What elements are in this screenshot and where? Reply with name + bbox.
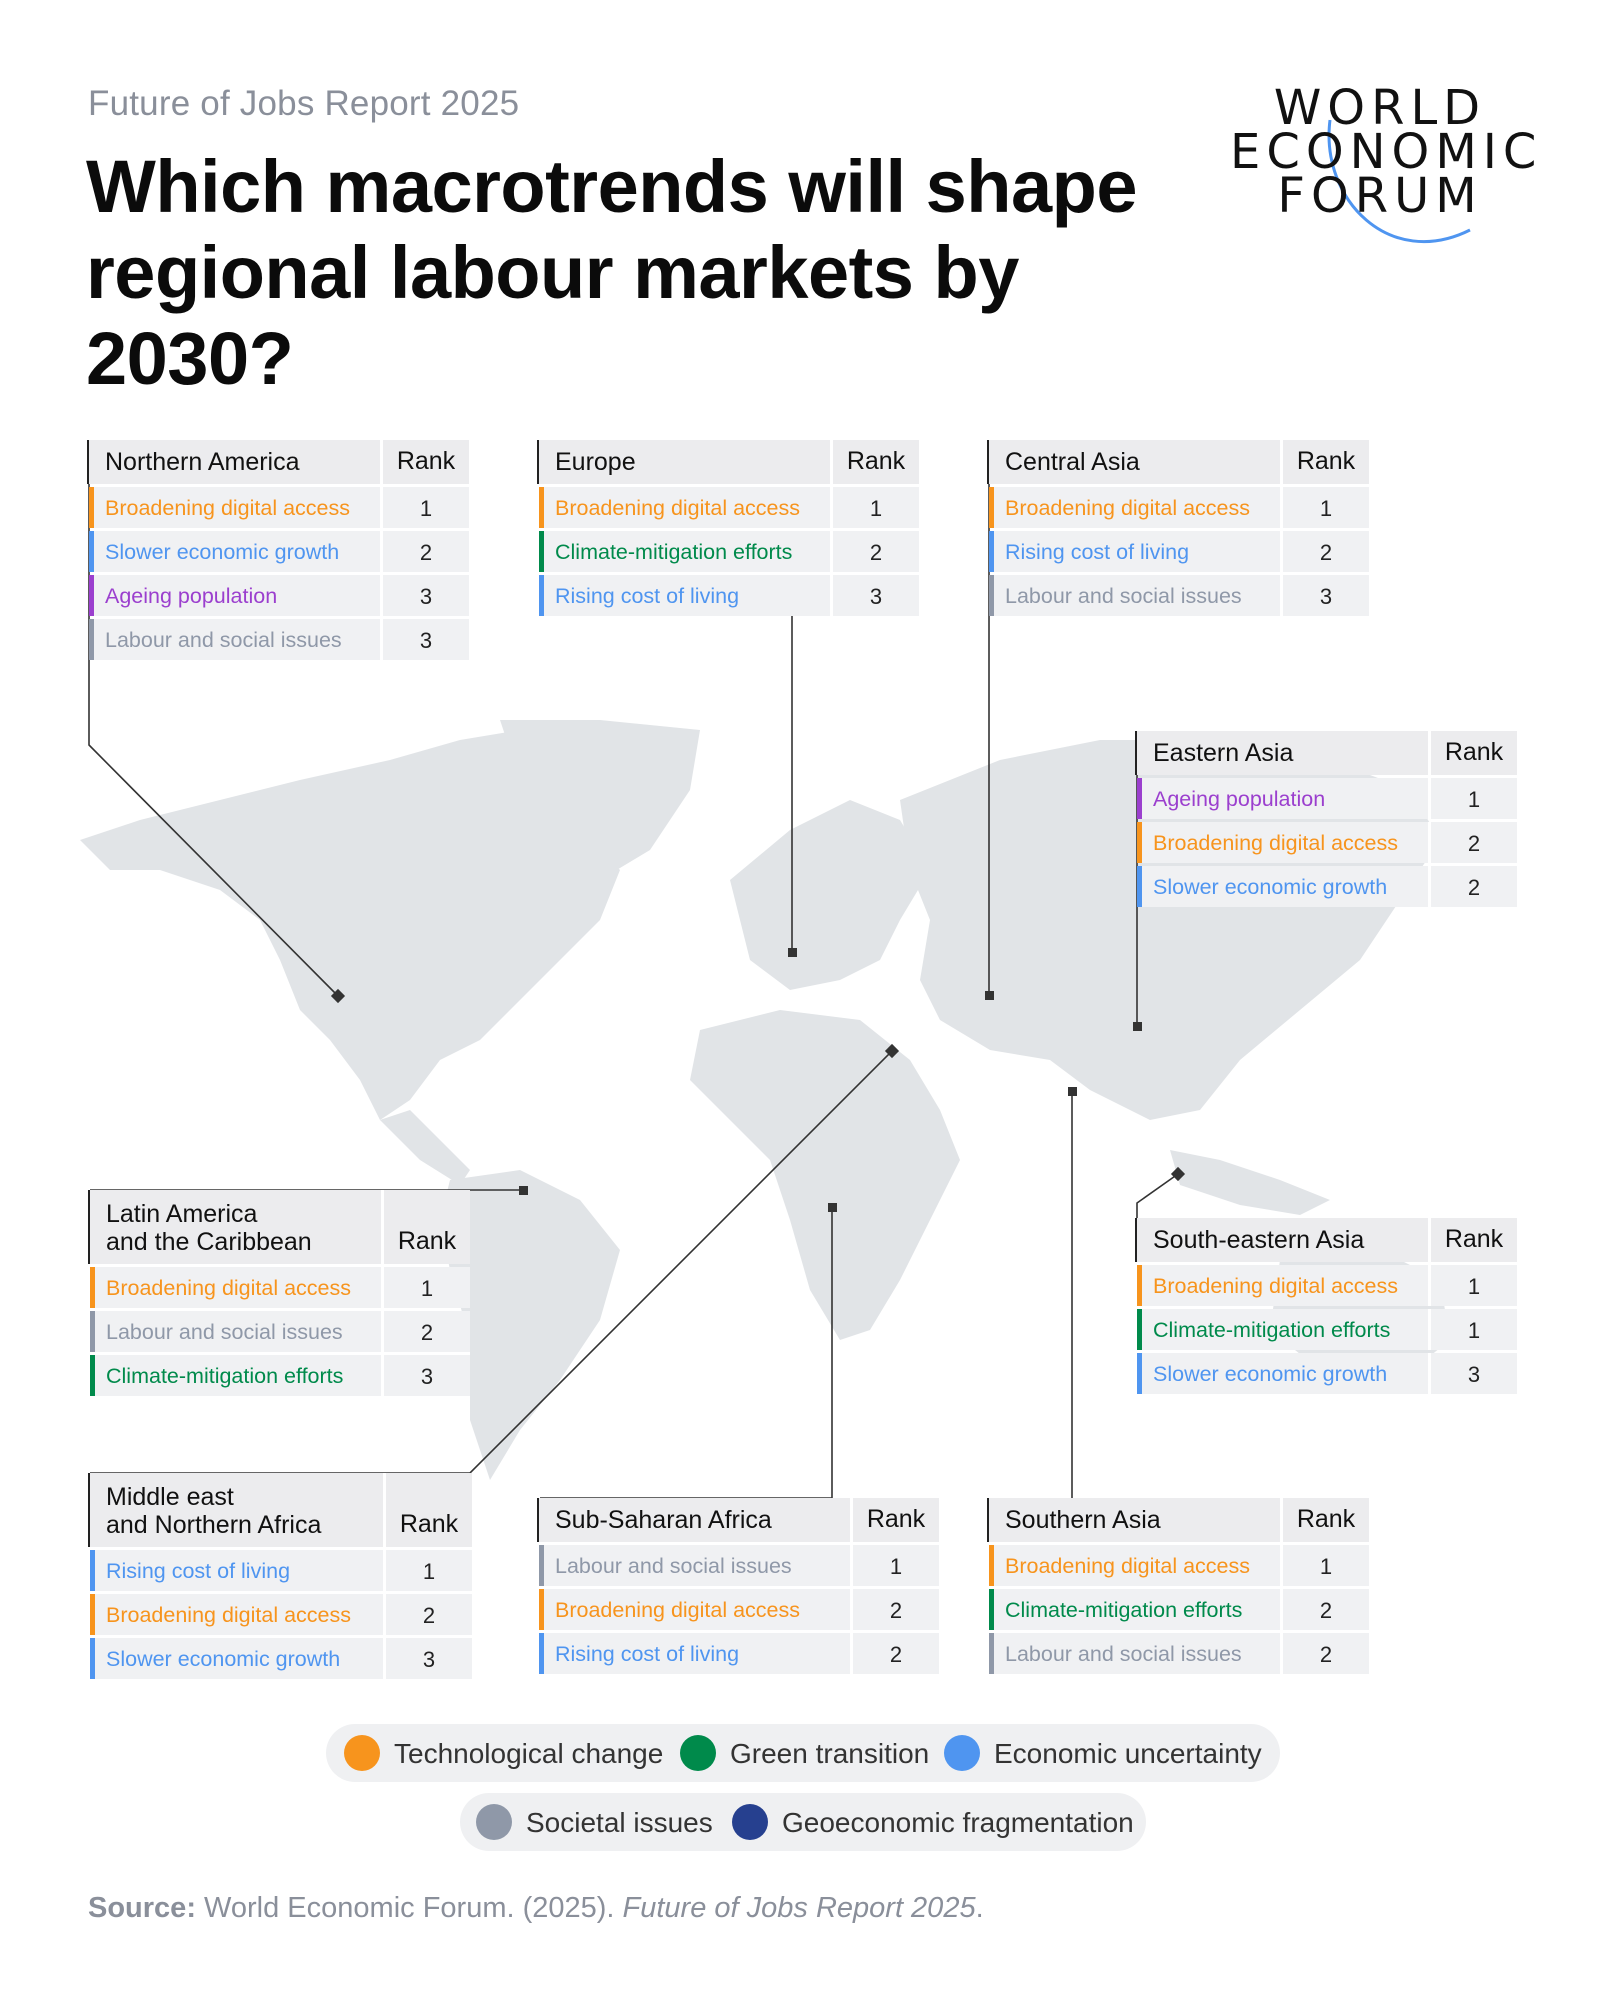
trend-label: Slower economic growth <box>106 1647 341 1671</box>
header-rule <box>88 1190 90 1264</box>
rank-value: 3 <box>419 584 433 609</box>
legend-label: Economic uncertainty <box>994 1738 1262 1769</box>
connector-se-asia <box>1137 1174 1178 1218</box>
source-report-title: Future of Jobs Report 2025 <box>622 1892 976 1924</box>
category-color-bar <box>1137 822 1142 863</box>
central-america-shape <box>380 1110 470 1185</box>
region-name: Southern Asia <box>1005 1506 1161 1534</box>
legend-dot-technological-icon <box>344 1735 380 1771</box>
header-rule <box>537 440 539 484</box>
header-rule <box>87 440 89 484</box>
category-color-bar <box>90 1267 95 1308</box>
rank-value: 3 <box>1467 1362 1481 1387</box>
trend-label: Slower economic growth <box>105 540 340 564</box>
europe-shape <box>730 800 930 990</box>
region-name: Sub-Saharan Africa <box>555 1506 772 1534</box>
rank-value: 3 <box>420 1364 434 1389</box>
category-color-bar <box>539 1633 544 1674</box>
legend-label: Technological change <box>394 1738 664 1769</box>
rank-value: 2 <box>889 1598 903 1623</box>
rank-value: 1 <box>420 1276 434 1301</box>
table-row <box>1137 778 1517 819</box>
logo-line-3: FORUM <box>1277 168 1483 224</box>
table-row <box>989 575 1369 616</box>
header-rule <box>1135 731 1137 775</box>
report-subtitle: Future of Jobs Report 2025 <box>88 84 520 123</box>
region-header <box>539 440 919 484</box>
rank-value: 3 <box>1319 584 1333 609</box>
category-color-bar <box>539 487 544 528</box>
table-row <box>90 1311 470 1352</box>
rank-column-header: Rank <box>1296 1505 1356 1533</box>
category-color-bar <box>539 1589 544 1630</box>
page-title: Which macrotrends will shape regional labour markets by 2030? <box>86 145 1138 400</box>
region-name: Latin America and the Caribbean <box>106 1200 312 1256</box>
table-row <box>539 1589 939 1630</box>
trend-label: Rising cost of living <box>1005 540 1190 564</box>
region-name: Europe <box>555 448 636 476</box>
rank-value: 2 <box>1319 540 1333 565</box>
trend-label: Labour and social issues <box>1005 584 1242 608</box>
trend-label: Broadening digital access <box>1005 496 1251 520</box>
region-name: Northern America <box>105 448 300 476</box>
table-row <box>989 1633 1369 1674</box>
category-color-bar <box>90 1311 95 1352</box>
rank-column-header: Rank <box>396 447 456 475</box>
table-row <box>89 619 469 660</box>
category-color-bar <box>1137 866 1142 907</box>
header-rule <box>1135 1218 1137 1262</box>
rank-value: 1 <box>889 1554 903 1579</box>
category-color-bar <box>539 1545 544 1586</box>
rank-value: 1 <box>1467 1274 1481 1299</box>
category-color-bar <box>1137 778 1142 819</box>
rank-value: 2 <box>1467 831 1481 856</box>
table-row <box>89 487 469 528</box>
region-name: Eastern Asia <box>1153 739 1294 767</box>
trend-label: Labour and social issues <box>106 1320 343 1344</box>
table-row <box>89 575 469 616</box>
category-color-bar <box>89 619 94 660</box>
trend-label: Broadening digital access <box>555 496 801 520</box>
logo-line-1: WORLD <box>1273 80 1487 136</box>
category-color-bar <box>989 1633 994 1674</box>
region-table-northern-america <box>89 440 469 660</box>
trend-label: Rising cost of living <box>555 584 740 608</box>
source-prefix: Source: <box>88 1892 196 1924</box>
rank-value: 1 <box>1319 496 1333 521</box>
trend-label: Broadening digital access <box>1005 1554 1251 1578</box>
region-header <box>90 1190 470 1264</box>
trend-label: Broadening digital access <box>105 496 351 520</box>
table-row <box>989 1589 1369 1630</box>
header-rule <box>88 1473 90 1547</box>
trend-label: Ageing population <box>1153 787 1326 811</box>
table-row <box>90 1638 472 1679</box>
rank-column-header: Rank <box>1444 1225 1504 1253</box>
legend-label: Geoeconomic fragmentation <box>782 1807 1134 1838</box>
region-table-sub-saharan-africa <box>539 1498 939 1674</box>
rank-value: 2 <box>1467 875 1481 900</box>
table-row <box>989 531 1369 572</box>
category-color-bar <box>539 575 544 616</box>
category-color-bar <box>90 1550 95 1591</box>
region-header <box>89 440 469 484</box>
category-color-bar <box>539 531 544 572</box>
trend-label: Broadening digital access <box>106 1603 352 1627</box>
region-table-eastern-asia <box>1137 731 1517 907</box>
table-row <box>90 1267 470 1308</box>
trend-label: Slower economic growth <box>1153 875 1388 899</box>
table-row <box>989 1545 1369 1586</box>
region-table-south-eastern-asia <box>1137 1218 1517 1394</box>
legend-dot-green-icon <box>680 1735 716 1771</box>
legend-label: Green transition <box>730 1738 930 1769</box>
trend-label: Rising cost of living <box>555 1642 740 1666</box>
category-color-bar <box>1137 1353 1142 1394</box>
source-suffix: . <box>975 1892 984 1924</box>
category-color-bar <box>89 487 94 528</box>
region-table-middle-east-north-africa <box>90 1473 472 1679</box>
category-color-bar <box>90 1594 95 1635</box>
marker-latin-america <box>519 1186 528 1195</box>
trend-label: Climate-mitigation efforts <box>106 1364 344 1388</box>
table-row <box>1137 1353 1517 1394</box>
rank-value: 3 <box>419 628 433 653</box>
legend-dot-societal-icon <box>476 1804 512 1840</box>
source-note <box>88 1892 984 1925</box>
rank-value: 2 <box>1319 1642 1333 1667</box>
rank-value: 1 <box>1467 787 1481 812</box>
table-row <box>1137 1309 1517 1350</box>
category-color-bar <box>90 1355 95 1396</box>
trend-label: Broadening digital access <box>106 1276 352 1300</box>
table-row <box>989 487 1369 528</box>
region-header <box>989 440 1369 484</box>
region-header <box>90 1473 472 1547</box>
rank-value: 1 <box>422 1559 436 1584</box>
trend-label: Broadening digital access <box>1153 1274 1399 1298</box>
trend-label: Broadening digital access <box>555 1598 801 1622</box>
table-row <box>539 575 919 616</box>
table-row <box>1137 1265 1517 1306</box>
rank-value: 2 <box>889 1642 903 1667</box>
trend-label: Ageing population <box>105 584 278 608</box>
rank-value: 2 <box>420 1320 434 1345</box>
table-row <box>90 1355 470 1396</box>
legend-row-1 <box>326 1724 1280 1782</box>
category-color-bar <box>1137 1265 1142 1306</box>
marker-europe <box>788 948 797 957</box>
header-rule <box>987 440 989 484</box>
africa-shape <box>690 1010 960 1340</box>
trend-label: Labour and social issues <box>555 1554 792 1578</box>
table-row <box>539 1633 939 1674</box>
rank-value: 2 <box>419 540 433 565</box>
marker-central-asia <box>985 991 994 1000</box>
logo-line-2: ECONOMIC <box>1230 124 1543 180</box>
category-color-bar <box>89 575 94 616</box>
rank-value: 1 <box>419 496 433 521</box>
rank-column-header: Rank <box>1444 738 1504 766</box>
region-header <box>989 1498 1369 1542</box>
rank-value: 3 <box>422 1647 436 1672</box>
rank-column-header: Rank <box>399 1510 459 1538</box>
region-name: South-eastern Asia <box>1153 1226 1365 1254</box>
trend-label: Slower economic growth <box>1153 1362 1388 1386</box>
category-color-bar <box>89 531 94 572</box>
rank-column-header: Rank <box>866 1505 926 1533</box>
region-table-europe <box>539 440 919 616</box>
region-name: Middle east and Northern Africa <box>106 1483 322 1539</box>
category-color-bar <box>1137 1309 1142 1350</box>
rank-column-header: Rank <box>1296 447 1356 475</box>
trend-label: Climate-mitigation efforts <box>1153 1318 1391 1342</box>
category-color-bar <box>989 575 994 616</box>
rank-value: 3 <box>869 584 883 609</box>
trend-label: Broadening digital access <box>1153 831 1399 855</box>
category-color-bar <box>989 487 994 528</box>
header-rule <box>987 1498 989 1542</box>
table-row <box>89 531 469 572</box>
table-row <box>539 1545 939 1586</box>
header-rule <box>537 1498 539 1542</box>
rank-value: 2 <box>869 540 883 565</box>
trend-label: Labour and social issues <box>105 628 342 652</box>
rank-value: 2 <box>1319 1598 1333 1623</box>
marker-eastern-asia <box>1133 1022 1142 1031</box>
rank-value: 1 <box>1467 1318 1481 1343</box>
trend-label: Rising cost of living <box>106 1559 291 1583</box>
region-table-central-asia <box>989 440 1369 616</box>
category-color-bar <box>989 1545 994 1586</box>
region-table-latin-america <box>90 1190 470 1396</box>
table-row <box>539 487 919 528</box>
marker-sub-saharan <box>828 1203 837 1212</box>
rank-value: 1 <box>1319 1554 1333 1579</box>
trend-label: Climate-mitigation efforts <box>555 540 793 564</box>
rank-value: 1 <box>869 496 883 521</box>
trend-label: Climate-mitigation efforts <box>1005 1598 1243 1622</box>
legend-label: Societal issues <box>526 1807 713 1838</box>
table-row <box>539 531 919 572</box>
rank-value: 2 <box>422 1603 436 1628</box>
category-color-bar <box>90 1638 95 1679</box>
region-name: Central Asia <box>1005 448 1140 476</box>
table-row <box>90 1550 472 1591</box>
rank-column-header: Rank <box>846 447 906 475</box>
se-asia-islands-shape <box>1170 1150 1330 1215</box>
region-header <box>1137 731 1517 775</box>
source-text: World Economic Forum. (2025). <box>195 1892 623 1924</box>
table-row <box>1137 822 1517 863</box>
legend-row-2 <box>460 1793 1146 1851</box>
trend-label: Labour and social issues <box>1005 1642 1242 1666</box>
table-row <box>90 1594 472 1635</box>
region-header <box>1137 1218 1517 1262</box>
marker-southern-asia <box>1068 1087 1077 1096</box>
region-header <box>539 1498 939 1542</box>
legend-dot-geoeconomic-icon <box>732 1804 768 1840</box>
region-table-southern-asia <box>989 1498 1369 1674</box>
category-color-bar <box>989 531 994 572</box>
rank-column-header: Rank <box>397 1227 457 1255</box>
category-color-bar <box>989 1589 994 1630</box>
table-row <box>1137 866 1517 907</box>
legend-dot-economic-icon <box>944 1735 980 1771</box>
